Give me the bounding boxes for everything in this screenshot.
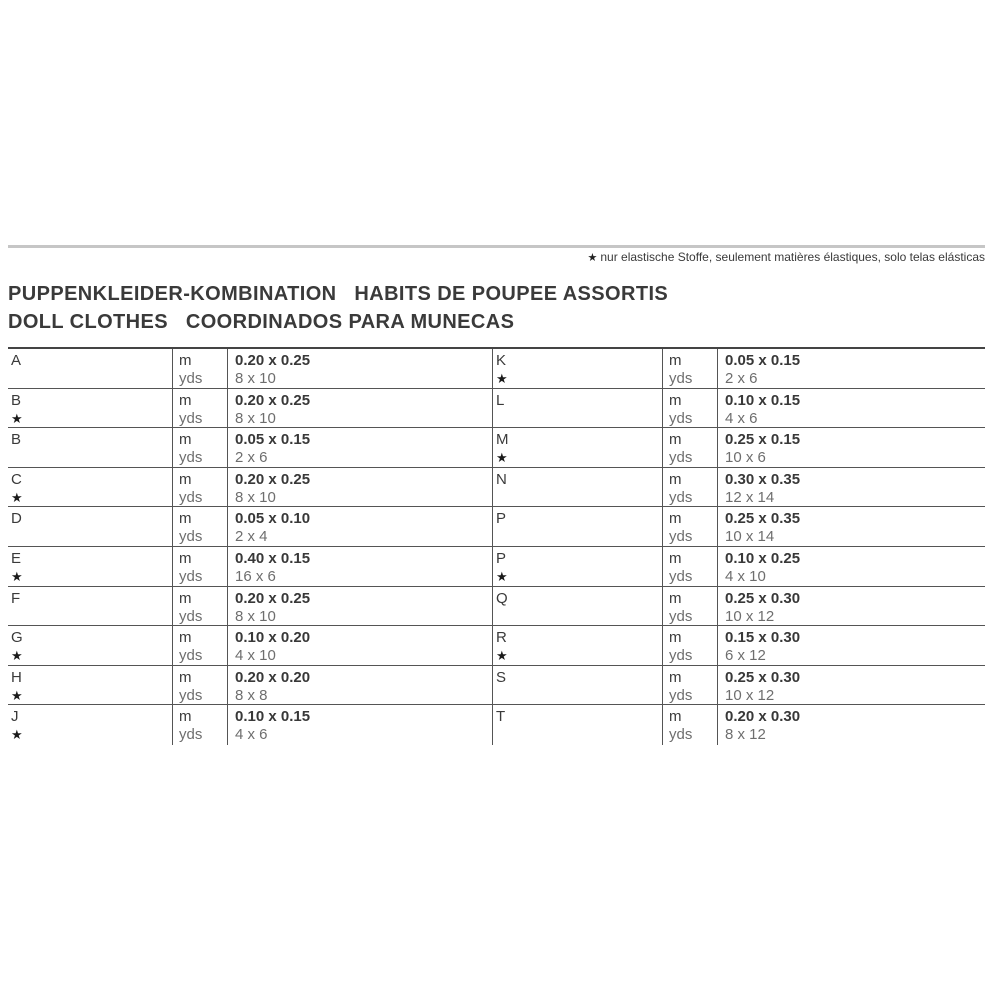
fabric-size-cell xyxy=(228,705,493,745)
view-letter-cell xyxy=(493,705,663,745)
fabric-size-yds: 2 x 6 xyxy=(725,370,758,387)
unit-cell xyxy=(173,547,228,587)
unit-label-m: m xyxy=(179,549,192,567)
view-letter-cell xyxy=(8,428,173,468)
fabric-size-m: 0.10 x 0.15 xyxy=(235,708,311,726)
fabric-table xyxy=(8,347,985,745)
unit-label-yds: yds xyxy=(669,370,693,387)
unit-cell xyxy=(663,468,718,508)
unit-label-m: m xyxy=(179,510,192,528)
fabric-size-m: 0.10 x 0.20 xyxy=(235,629,311,647)
elastic-star-icon: ★ xyxy=(11,727,23,743)
fabric-size-cell xyxy=(718,389,985,429)
unit-label-yds: yds xyxy=(179,370,203,387)
view-letter: B xyxy=(11,391,22,409)
view-letter: G xyxy=(11,629,23,647)
view-letter: N xyxy=(496,470,507,488)
unit-label-m: m xyxy=(179,668,192,686)
fabric-size-yds: 4 x 10 xyxy=(235,647,276,665)
elastic-star-icon: ★ xyxy=(496,371,508,386)
unit-label-m: m xyxy=(179,391,192,409)
fabric-size-yds: 8 x 10 xyxy=(235,488,276,506)
fabric-size-m: 0.20 x 0.25 xyxy=(235,470,311,488)
unit-label-m: m xyxy=(669,352,682,369)
fabric-size-cell xyxy=(718,468,985,508)
fabric-size-m: 0.20 x 0.20 xyxy=(235,668,311,686)
fabric-size-m: 0.20 x 0.25 xyxy=(235,391,311,409)
fabric-size-m: 0.15 x 0.30 xyxy=(725,629,801,647)
fabric-size-cell xyxy=(718,349,985,389)
page-title-line-1: PUPPENKLEIDER-KOMBINATION HABITS DE POUPEE ASSORTIS xyxy=(8,283,669,305)
view-letter: A xyxy=(11,352,22,369)
fabric-size-yds: 10 x 14 xyxy=(725,528,775,546)
view-letter: S xyxy=(496,668,507,686)
unit-label-m: m xyxy=(669,470,682,488)
unit-label-m: m xyxy=(179,352,192,369)
view-letter-cell xyxy=(8,666,173,706)
fabric-size-cell xyxy=(228,349,493,389)
view-letter-cell xyxy=(493,626,663,666)
fabric-size-cell xyxy=(718,705,985,745)
fabric-size-yds: 12 x 14 xyxy=(725,488,775,506)
view-letter: D xyxy=(11,510,22,528)
fabric-size-cell xyxy=(718,626,985,666)
view-letter-cell xyxy=(493,349,663,389)
fabric-size-cell xyxy=(228,389,493,429)
view-letter: Q xyxy=(496,589,508,607)
fabric-size-yds: 8 x 10 xyxy=(235,607,276,625)
fabric-size-m: 0.20 x 0.25 xyxy=(235,589,311,607)
unit-label-yds: yds xyxy=(669,449,693,467)
unit-label-m: m xyxy=(179,431,192,449)
unit-label-m: m xyxy=(669,391,682,409)
unit-label-yds: yds xyxy=(669,567,693,585)
unit-label-m: m xyxy=(669,510,682,528)
elastic-star-icon: ★ xyxy=(11,648,23,664)
fabric-size-m: 0.30 x 0.35 xyxy=(725,470,801,488)
fabric-size-cell xyxy=(228,428,493,468)
fabric-size-m: 0.25 x 0.30 xyxy=(725,668,801,686)
unit-label-yds: yds xyxy=(179,647,203,665)
unit-label-yds: yds xyxy=(179,567,203,585)
fabric-size-m: 0.10 x 0.15 xyxy=(725,391,801,409)
unit-label-m: m xyxy=(669,629,682,647)
unit-label-yds: yds xyxy=(179,726,203,744)
view-letter: B xyxy=(11,431,22,449)
page-title-line-2: DOLL CLOTHES COORDINADOS PARA MUNECAS xyxy=(8,311,515,333)
unit-label-m: m xyxy=(179,708,192,726)
view-letter-cell xyxy=(493,428,663,468)
elastic-star-icon: ★ xyxy=(11,687,23,703)
elastic-star-icon: ★ xyxy=(11,489,23,505)
view-letter: C xyxy=(11,470,22,488)
view-letter: H xyxy=(11,668,22,686)
fabric-size-m: 0.25 x 0.35 xyxy=(725,510,801,528)
elastic-star-icon: ★ xyxy=(496,450,508,466)
elastic-note-text: nur elastische Stoffe, seulement matières élastiques, solo telas elásticas xyxy=(600,250,985,264)
unit-label-m: m xyxy=(179,629,192,647)
unit-cell xyxy=(173,666,228,706)
star-icon: ★ xyxy=(587,252,598,264)
view-letter-cell xyxy=(8,547,173,587)
unit-cell xyxy=(173,587,228,627)
fabric-size-yds: 2 x 6 xyxy=(235,449,268,467)
unit-cell xyxy=(663,547,718,587)
view-letter: M xyxy=(496,431,509,449)
fabric-size-yds: 10 x 12 xyxy=(725,686,775,704)
unit-label-m: m xyxy=(669,589,682,607)
unit-cell xyxy=(663,389,718,429)
unit-cell xyxy=(663,349,718,389)
elastic-star-icon: ★ xyxy=(496,648,508,664)
fabric-size-cell xyxy=(228,468,493,508)
fabric-size-yds: 2 x 4 xyxy=(235,528,268,546)
fabric-size-yds: 16 x 6 xyxy=(235,567,276,585)
fabric-size-cell xyxy=(228,507,493,547)
unit-label-yds: yds xyxy=(179,607,203,625)
unit-cell xyxy=(173,349,228,389)
unit-cell xyxy=(663,666,718,706)
unit-label-yds: yds xyxy=(669,726,693,744)
unit-label-m: m xyxy=(669,431,682,449)
view-letter-cell xyxy=(8,507,173,547)
unit-label-yds: yds xyxy=(669,686,693,704)
view-letter-cell xyxy=(8,626,173,666)
fabric-size-yds: 8 x 8 xyxy=(235,686,268,704)
fabric-size-m: 0.20 x 0.30 xyxy=(725,708,801,726)
fabric-size-yds: 8 x 10 xyxy=(235,370,276,387)
unit-label-m: m xyxy=(179,470,192,488)
unit-label-yds: yds xyxy=(669,528,693,546)
fabric-size-m: 0.40 x 0.15 xyxy=(235,549,311,567)
fabric-size-cell xyxy=(228,587,493,627)
unit-label-m: m xyxy=(669,668,682,686)
unit-cell xyxy=(173,705,228,745)
fabric-size-cell xyxy=(718,547,985,587)
unit-cell xyxy=(173,468,228,508)
top-divider-rule xyxy=(8,245,985,248)
view-letter-cell xyxy=(8,587,173,627)
fabric-size-cell xyxy=(718,507,985,547)
elastic-note xyxy=(587,250,985,265)
unit-cell xyxy=(663,428,718,468)
fabric-size-m: 0.05 x 0.15 xyxy=(725,352,801,369)
view-letter-cell xyxy=(493,666,663,706)
fabric-size-yds: 10 x 12 xyxy=(725,607,775,625)
view-letter-cell xyxy=(493,547,663,587)
unit-label-yds: yds xyxy=(179,488,203,506)
view-letter-cell xyxy=(493,468,663,508)
unit-cell xyxy=(663,587,718,627)
view-letter-cell xyxy=(493,389,663,429)
elastic-star-icon: ★ xyxy=(496,568,508,584)
unit-label-m: m xyxy=(179,589,192,607)
view-letter: E xyxy=(11,549,22,567)
fabric-size-yds: 4 x 6 xyxy=(725,409,758,427)
view-letter: T xyxy=(496,708,506,726)
view-letter-cell xyxy=(493,507,663,547)
unit-label-yds: yds xyxy=(179,686,203,704)
unit-cell xyxy=(663,705,718,745)
view-letter-cell xyxy=(8,349,173,389)
page-title xyxy=(8,280,668,336)
fabric-size-m: 0.10 x 0.25 xyxy=(725,549,801,567)
fabric-size-m: 0.25 x 0.15 xyxy=(725,431,801,449)
fabric-size-cell xyxy=(718,587,985,627)
fabric-size-cell xyxy=(228,547,493,587)
fabric-size-m: 0.05 x 0.10 xyxy=(235,510,311,528)
fabric-size-yds: 6 x 12 xyxy=(725,647,766,665)
elastic-star-icon: ★ xyxy=(11,568,23,584)
unit-cell xyxy=(173,428,228,468)
unit-label-m: m xyxy=(669,708,682,726)
view-letter-cell xyxy=(8,468,173,508)
fabric-size-cell xyxy=(228,626,493,666)
fabric-size-m: 0.05 x 0.15 xyxy=(235,431,311,449)
view-letter: R xyxy=(496,629,507,647)
unit-cell xyxy=(173,389,228,429)
unit-cell xyxy=(663,626,718,666)
unit-label-yds: yds xyxy=(669,647,693,665)
unit-label-yds: yds xyxy=(669,488,693,506)
view-letter: K xyxy=(496,352,507,369)
view-letter-cell xyxy=(8,389,173,429)
view-letter-cell xyxy=(8,705,173,745)
fabric-size-yds: 4 x 10 xyxy=(725,567,766,585)
unit-label-yds: yds xyxy=(179,449,203,467)
fabric-size-m: 0.20 x 0.25 xyxy=(235,352,311,369)
view-letter: P xyxy=(496,510,507,528)
unit-cell xyxy=(173,626,228,666)
view-letter: J xyxy=(11,708,19,726)
unit-label-yds: yds xyxy=(179,528,203,546)
unit-cell xyxy=(173,507,228,547)
fabric-size-yds: 8 x 10 xyxy=(235,409,276,427)
fabric-size-cell xyxy=(228,666,493,706)
fabric-size-yds: 10 x 6 xyxy=(725,449,766,467)
unit-label-m: m xyxy=(669,549,682,567)
view-letter: L xyxy=(496,391,505,409)
view-letter: P xyxy=(496,549,507,567)
unit-label-yds: yds xyxy=(669,409,693,427)
fabric-size-yds: 8 x 12 xyxy=(725,726,766,744)
fabric-size-cell xyxy=(718,428,985,468)
unit-label-yds: yds xyxy=(669,607,693,625)
unit-label-yds: yds xyxy=(179,409,203,427)
fabric-size-m: 0.25 x 0.30 xyxy=(725,589,801,607)
elastic-star-icon: ★ xyxy=(11,410,23,426)
view-letter: F xyxy=(11,589,21,607)
view-letter-cell xyxy=(493,587,663,627)
unit-cell xyxy=(663,507,718,547)
fabric-size-yds: 4 x 6 xyxy=(235,726,268,744)
fabric-size-cell xyxy=(718,666,985,706)
